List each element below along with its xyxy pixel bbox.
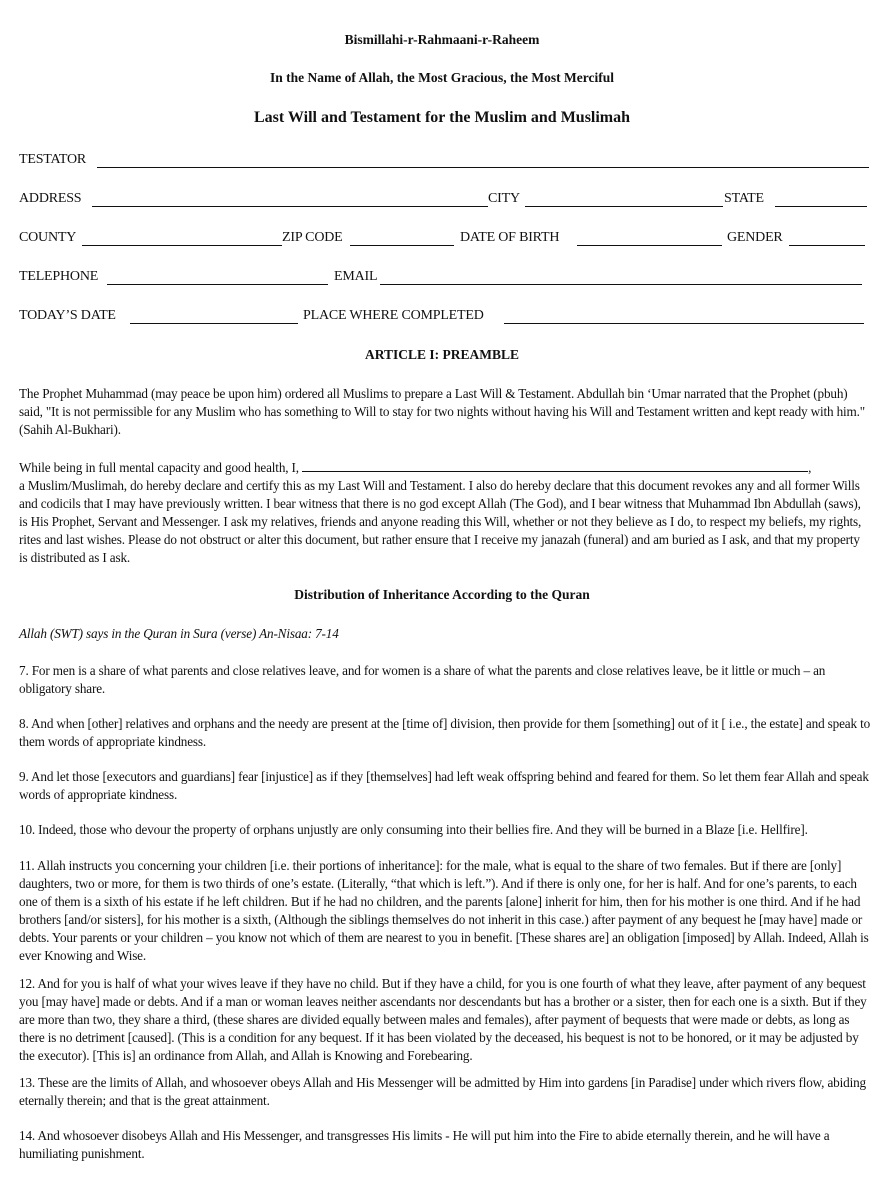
- verse-8: 8. And when [other] relatives and orphans and the needy are present at the [time of] division, then provide for them [something] out of it [ i.e., the estate] and speak to them words of appropriate kindness.: [19, 716, 871, 749]
- todays-date-row: [19, 308, 869, 326]
- verse-14: 14. And whosoever disobeys Allah and His Messenger, and transgresses His limits - He will put him into the Fire to abide eternally therein, and he will have a humiliating punishment.: [19, 1128, 830, 1161]
- date-of-birth-label: DATE OF BIRTH: [460, 230, 560, 245]
- gender-label: GENDER: [727, 230, 783, 245]
- gender-field[interactable]: [789, 230, 865, 246]
- bismillah-heading: Bismillahi-r-Rahmaani-r-Raheem: [344, 32, 540, 47]
- place-completed-label: PLACE WHERE COMPLETED: [303, 308, 484, 323]
- city-field[interactable]: [525, 191, 723, 207]
- testator-row: [19, 152, 869, 170]
- in-the-name-heading: In the Name of Allah, the Most Gracious, the Most Merciful: [270, 70, 614, 85]
- verse-11: 11. Allah instructs you concerning your children [i.e. their portions of inheritance]: for the male, what is equal to the share of two females. But if there are [only] daughters, two or more, for them is two thirds of one’s estate. (Literally, “that which is left.”). And if there is only one, for her is half. And for one’s parents, to each one of them is a sixth of his estate if he left children. But if he had no children, and the parents [alone] inherit for him, then for his mother is one third. And if he had brothers [and/or sisters], for his mother is a sixth, (Although the siblings themselves do not inherit in this case.) after payment of any bequest he [may have] made or debts. Your parents or your children – you know not which of them are nearest to you in benefit. [These shares are] an obligation [imposed] by Allah. Indeed, Allah is ever Knowing and Wise.: [19, 858, 869, 963]
- address-label: ADDRESS: [19, 191, 82, 206]
- place-completed-field[interactable]: [504, 308, 864, 324]
- todays-date-label: TODAY’S DATE: [19, 308, 116, 323]
- verse-7: 7. For men is a share of what parents and close relatives leave, and for women is a share of what the parents and close relatives leave, be it little or much – an obligatory share.: [19, 663, 826, 696]
- declaration-lead: While being in full mental capacity and good health, I,: [19, 460, 299, 475]
- verse-9: 9. And let those [executors and guardians] fear [injustice] as if they [themselves] had left weak offspring behind and feared for them. So let them fear Allah and speak words of appropriate kindness.: [19, 769, 869, 802]
- telephone-row: [19, 269, 869, 287]
- telephone-field[interactable]: [107, 269, 328, 285]
- county-field[interactable]: [82, 230, 282, 246]
- verse-10: 10. Indeed, those who devour the property of orphans unjustly are only consuming into their bellies fire. And they will be burned in a Blaze [i.e. Hellfire].: [19, 822, 808, 837]
- email-field[interactable]: [380, 269, 862, 285]
- verse-13: 13. These are the limits of Allah, and whosoever obeys Allah and His Messenger will be admitted by Him into gardens [in Paradise] under which rivers flow, abiding eternally therein; and that is the great attainment.: [19, 1075, 866, 1108]
- preamble-paragraph-1: [19, 385, 871, 439]
- verse-12: 12. And for you is half of what your wives leave if they have no child. But if they have a child, for you is one fourth of what they leave, after payment of any bequest you [may have] made or debts. And if a man or woman leaves neither ascendants nor descendants but has a brother or a sister, then for each one is a sixth. But if they are more than two, they share a third, (these shares are divided equally between males and females), after payment of bequests that were made or debts, as long as there is no detriment [caused]. (This is a condition for any bequest. If it has been violated by the deceased, his bequest is not to be honored, or it may be adjusted by the executor). [This is] an ordinance from Allah, and Allah is Knowing and Forebearing.: [19, 976, 867, 1063]
- county-row: [19, 230, 869, 248]
- preamble-text-1: The Prophet Muhammad (may peace be upon him) ordered all Muslims to prepare a Last Will & Testament. Abdullah bin ‘Umar narrated that the Prophet (pbuh) said, "It is not permissible for any Muslim who has something to Will to stay for two nights without having his Will and Testament written and kept ready with him." (Sahih Al-Bukhari).: [19, 386, 866, 437]
- city-label: CITY: [488, 191, 520, 206]
- todays-date-field[interactable]: [130, 308, 298, 324]
- testator-name-blank[interactable]: [302, 459, 808, 472]
- declaration-comma: ,: [808, 460, 812, 475]
- preamble-declaration: [19, 459, 871, 567]
- article-1-heading: ARTICLE I: PREAMBLE: [364, 347, 520, 362]
- date-of-birth-field[interactable]: [577, 230, 722, 246]
- county-label: COUNTY: [19, 230, 77, 245]
- telephone-label: TELEPHONE: [19, 269, 99, 284]
- zip-code-field[interactable]: [350, 230, 454, 246]
- zip-code-label: ZIP CODE: [282, 230, 343, 245]
- testator-label: TESTATOR: [19, 152, 87, 167]
- distribution-heading: Distribution of Inheritance According to the Quran: [294, 587, 590, 602]
- document-title: Last Will and Testament for the Muslim and Muslimah: [253, 109, 631, 126]
- state-field[interactable]: [775, 191, 867, 207]
- address-field[interactable]: [92, 191, 488, 207]
- email-label: EMAIL: [334, 269, 378, 284]
- preamble-paragraph-2: [19, 459, 871, 567]
- testator-field[interactable]: [97, 152, 869, 168]
- declaration-text: a Muslim/Muslimah, do hereby declare and certify this as my Last Will and Testament. I also do hereby declare that this document revokes any and all former Wills and codicils that I may have previously written. I bear witness that there is no god except Allah (The God), and I bear witness that Muhammad Ibn Abdullah (saws), is His Prophet, Servant and Messenger. I ask my relatives, friends and anyone reading this Will, whether or not they believe as I do, to respect my beliefs, my rights, rites and last wishes. Please do not obstruct or alter this document, but rather ensure that I receive my janazah (funeral) and am buried as I ask, and that my property is distributed as I ask.: [19, 478, 862, 565]
- quran-intro: Allah (SWT) says in the Quran in Sura (verse) An-Nisaa: 7-14: [19, 626, 339, 641]
- state-label: STATE: [724, 191, 764, 206]
- address-row: [19, 191, 869, 209]
